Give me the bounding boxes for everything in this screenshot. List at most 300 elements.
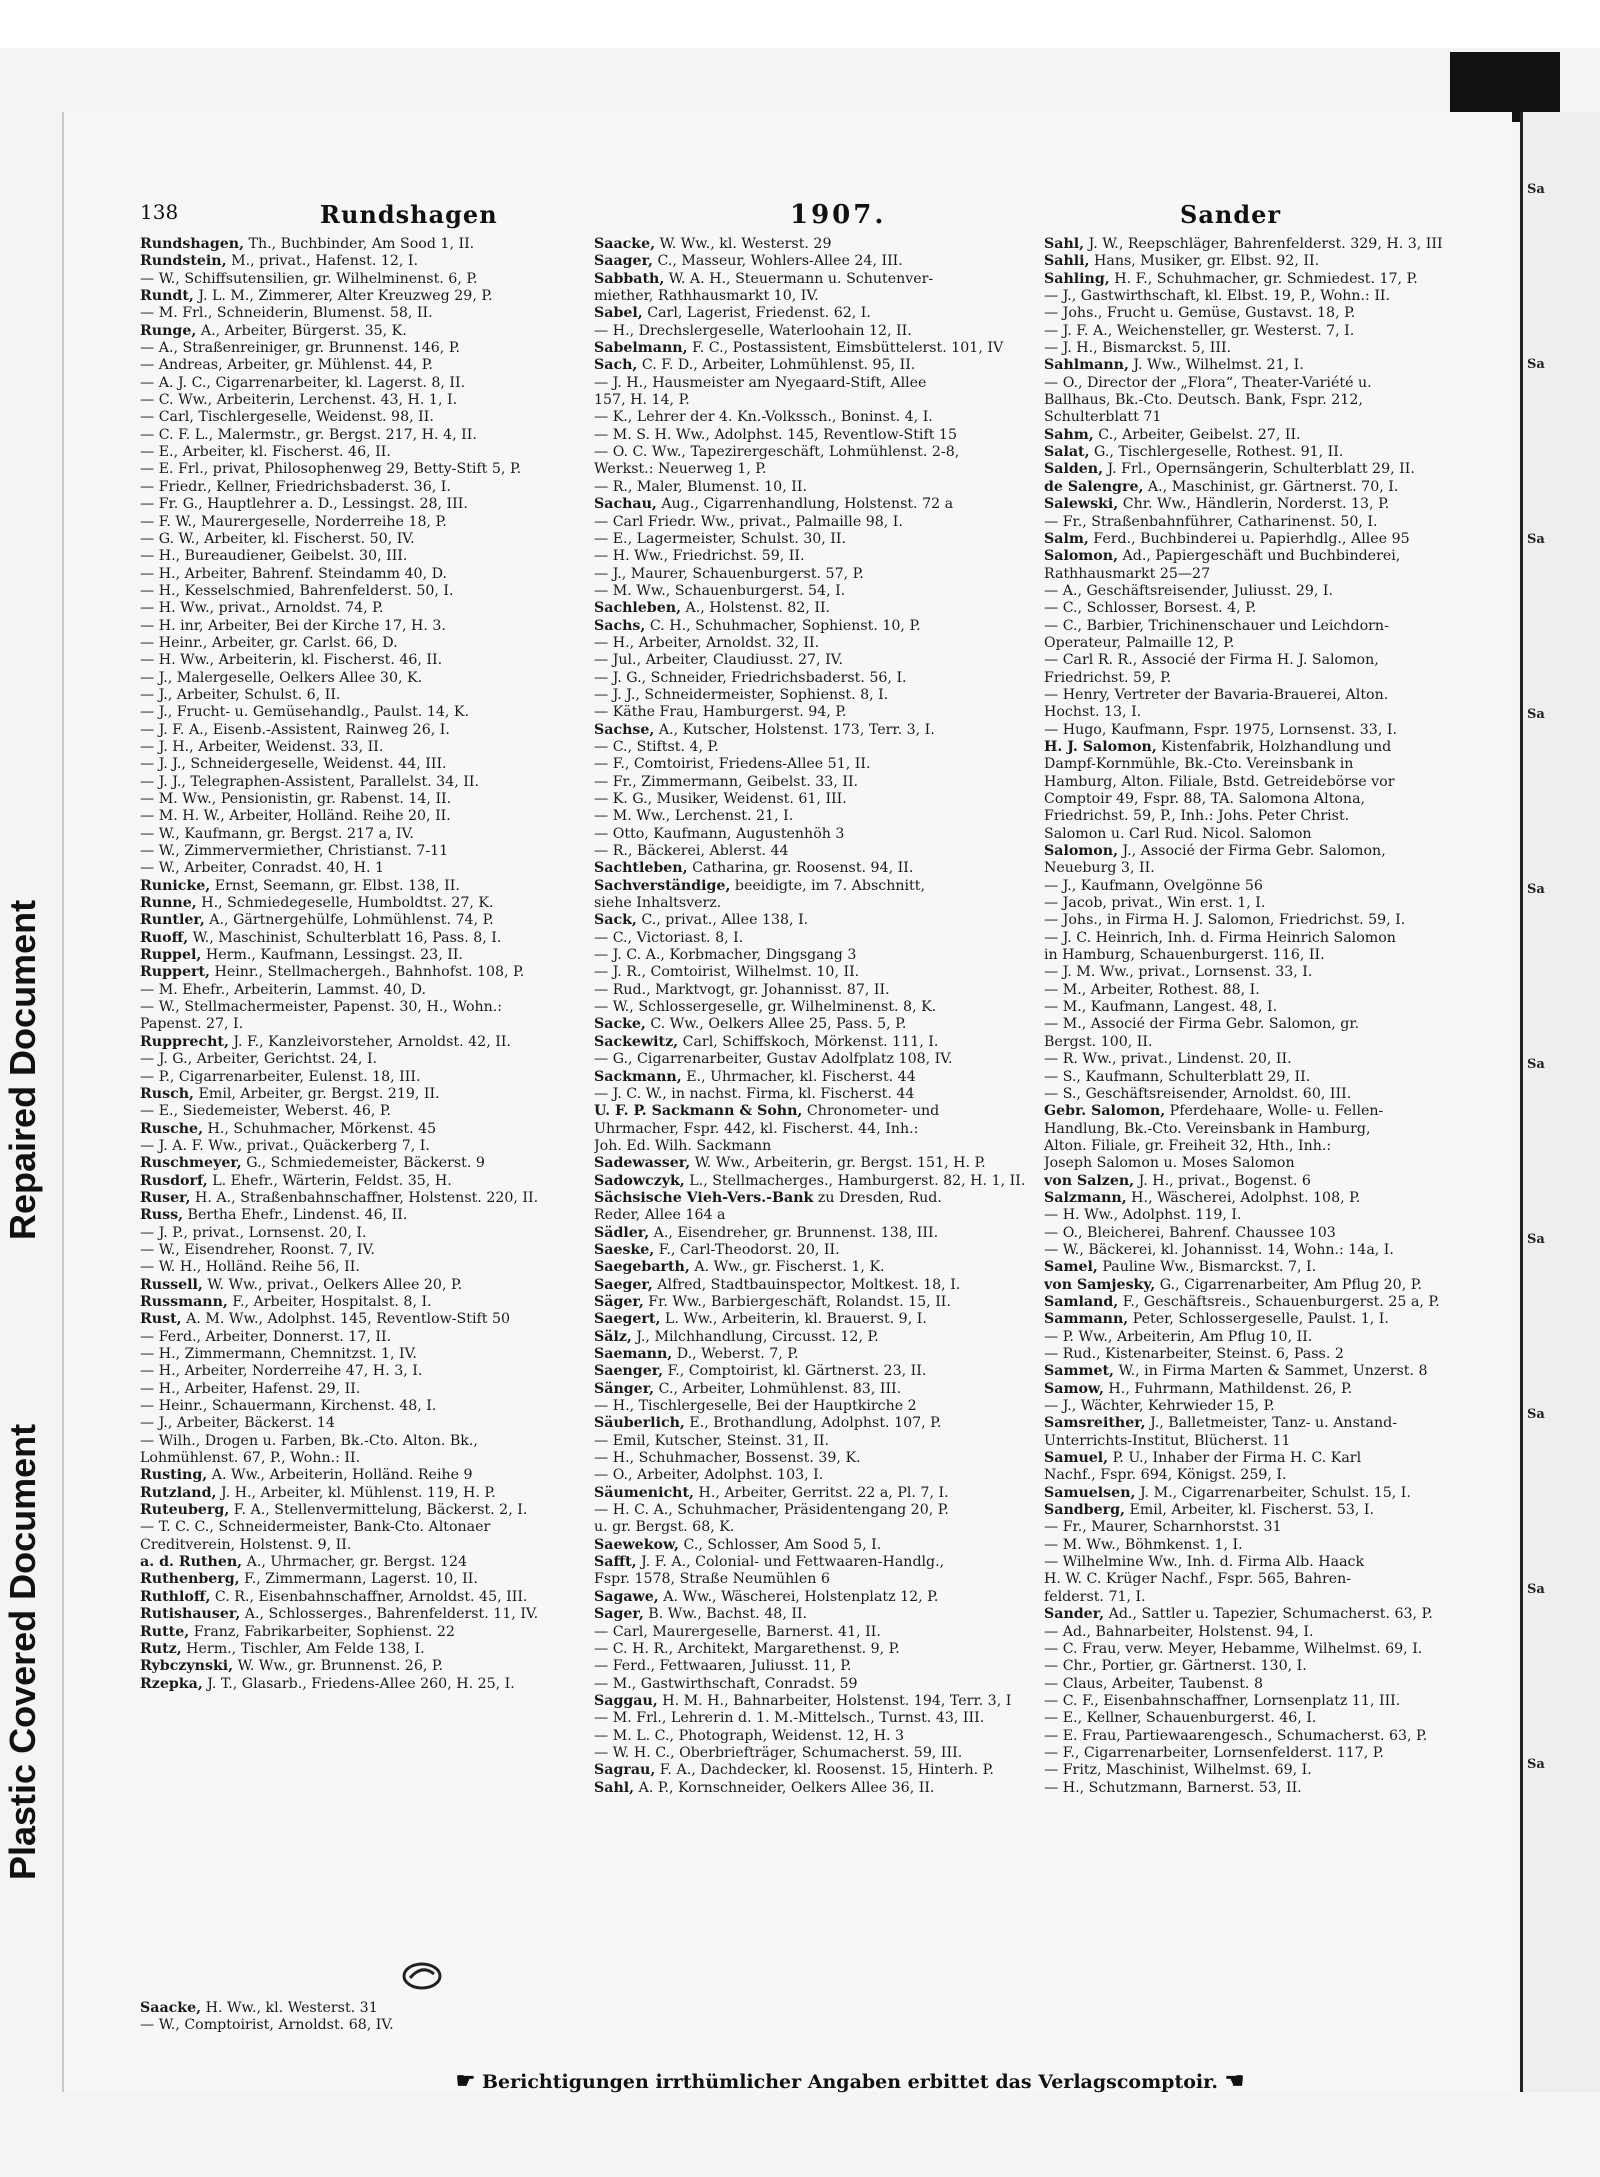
entry-details: — R., Bäckerei, Ablerst. 44 xyxy=(594,843,789,860)
entry-details: — J., Maurer, Schauenburgerst. 57, P. xyxy=(594,565,864,582)
directory-entry xyxy=(1044,1121,1484,1138)
directory-entry xyxy=(140,1624,582,1641)
directory-entry xyxy=(140,1658,582,1675)
directory-entry xyxy=(140,1537,582,1554)
entry-details: — C. Ww., Arbeiterin, Lerchenst. 43, H. 1, I. xyxy=(140,392,458,409)
entry-details: Werkst.: Neuerweg 1, P. xyxy=(594,461,767,478)
entry-details: — J. G., Schneider, Friedrichsbaderst. 56, I. xyxy=(594,669,907,686)
entry-details: A., Gärtnergehülfe, Lohmühlenst. 74, P. xyxy=(204,912,494,929)
directory-entry xyxy=(140,1311,582,1328)
entry-details: — Andreas, Arbeiter, gr. Mühlenst. 44, P. xyxy=(140,357,433,374)
entry-details: J., Associé der Firma Gebr. Salomon, xyxy=(1118,843,1386,860)
directory-entry xyxy=(594,1294,1034,1311)
entry-details: Handlung, Bk.-Cto. Vereinsbank in Hamburg, xyxy=(1044,1120,1371,1137)
entry-details: F., Comptoirist, kl. Gärtnerst. 23, II. xyxy=(663,1363,927,1380)
directory-entry xyxy=(140,1016,582,1033)
entry-surname: Rundshagen, xyxy=(140,236,245,252)
directory-entry xyxy=(140,236,582,253)
entry-details: Unterrichts-Institut, Blücherst. 11 xyxy=(1044,1432,1291,1449)
directory-entry xyxy=(1044,1589,1484,1606)
directory-entry xyxy=(594,826,1034,843)
directory-entry xyxy=(1044,1051,1484,1068)
directory-entry xyxy=(1044,808,1484,825)
entry-details: H. W. C. Krüger Nachf., Fspr. 565, Bahren- xyxy=(1044,1571,1352,1588)
entry-details: Alfred, Stadtbauinspector, Moltkest. 18, I. xyxy=(652,1276,961,1293)
directory-entry xyxy=(1044,618,1484,635)
entry-details: — M. Ehefr., Arbeiterin, Lammst. 40, D. xyxy=(140,981,426,998)
entry-details: G., Schmiedemeister, Bäckerst. 9 xyxy=(241,1155,485,1172)
directory-entry xyxy=(594,1034,1034,1051)
entry-details: H. Ww., kl. Westerst. 31 xyxy=(201,2000,378,2016)
directory-entry xyxy=(594,1277,1034,1294)
entry-surname: Sander, xyxy=(1044,1606,1105,1623)
directory-entry xyxy=(1044,1571,1484,1588)
entry-details: — J., Kaufmann, Ovelgönne 56 xyxy=(1044,877,1263,894)
entry-details: — Ferd., Arbeiter, Donnerst. 17, II. xyxy=(140,1328,392,1345)
entry-details: — M. Frl., Lehrerin d. 1. M.-Mittelsch., Turnst. 43, III. xyxy=(594,1710,985,1727)
directory-entry xyxy=(140,531,582,548)
directory-entry xyxy=(1044,1745,1484,1762)
entry-surname: Rusdorf, xyxy=(140,1172,208,1189)
directory-entry xyxy=(594,756,1034,773)
directory-entry xyxy=(1044,878,1484,895)
entry-details: — J., Malergeselle, Oelkers Allee 30, K. xyxy=(140,669,423,686)
entry-details: — J. J., Schneidergeselle, Weidenst. 44, III. xyxy=(140,756,447,773)
entry-details: in Hamburg, Schauenburgerst. 116, II. xyxy=(1044,947,1325,964)
directory-entry xyxy=(1044,583,1484,600)
entry-surname: Säuberlich, xyxy=(594,1415,685,1432)
entry-details: E., Uhrmacher, kl. Fischerst. 44 xyxy=(681,1068,916,1085)
entry-details: — E., Siedemeister, Weberst. 46, P. xyxy=(140,1103,392,1120)
directory-entry xyxy=(140,1502,582,1519)
directory-entry xyxy=(1044,930,1484,947)
entry-details: — G., Cigarrenarbeiter, Gustav Adolfplatz 108, IV. xyxy=(594,1051,953,1068)
page-number: 138 xyxy=(140,200,179,224)
entry-details: — Fr., Maurer, Scharnhorstst. 31 xyxy=(1044,1519,1282,1536)
entry-surname: Sälz, xyxy=(594,1328,632,1345)
entry-details: — E., Arbeiter, kl. Fischerst. 46, II. xyxy=(140,444,391,461)
directory-column-1 xyxy=(140,236,582,2046)
entry-details: M., privat., Hafenst. 12, I. xyxy=(226,253,419,270)
directory-entry xyxy=(1044,1311,1484,1328)
directory-entry xyxy=(140,357,582,374)
directory-entry xyxy=(1044,444,1484,461)
entry-details: F., Arbeiter, Hospitalst. 8, I. xyxy=(227,1293,432,1310)
entry-surname: Samuel, xyxy=(1044,1450,1109,1467)
directory-entry xyxy=(594,1571,1034,1588)
directory-entry xyxy=(1044,357,1484,374)
directory-entry xyxy=(140,947,582,964)
directory-entry xyxy=(1044,1173,1484,1190)
entry-surname: Sachse, xyxy=(594,721,655,738)
entry-surname: Russ, xyxy=(140,1207,184,1224)
directory-entry xyxy=(1044,1363,1484,1380)
entry-surname: Sahling, xyxy=(1044,270,1110,287)
directory-entry xyxy=(140,323,582,340)
entry-details: H., Schmiedegeselle, Humboldtst. 27, K. xyxy=(196,895,494,912)
directory-entry xyxy=(1044,1225,1484,1242)
directory-entry xyxy=(594,340,1034,357)
entry-details: — M. H. W., Arbeiter, Holländ. Reihe 20, II. xyxy=(140,808,451,825)
directory-entry xyxy=(594,514,1034,531)
bottom-entries xyxy=(140,2000,582,2035)
entry-details: — J. C. W., in nachst. Firma, kl. Fischerst. 44 xyxy=(594,1085,915,1102)
directory-entry xyxy=(594,1016,1034,1033)
entry-surname: Sager, xyxy=(594,1606,644,1623)
entry-details: C., Schlosser, Am Sood 5, I. xyxy=(679,1536,882,1553)
entry-details: Aug., Cigarrenhandlung, Holstenst. 72 a xyxy=(656,496,954,513)
directory-entry xyxy=(594,1624,1034,1641)
directory-entry xyxy=(594,704,1034,721)
header-year: 1907. xyxy=(790,200,887,230)
entry-details: H. A., Straßenbahnschaffner, Holstenst. 220, II. xyxy=(190,1189,539,1206)
directory-entry xyxy=(140,444,582,461)
entry-details: — P., Cigarrenarbeiter, Eulenst. 18, III. xyxy=(140,1068,421,1085)
entry-surname: Salden, xyxy=(1044,461,1104,478)
entry-details: — M., Arbeiter, Rothest. 88, I. xyxy=(1044,981,1260,998)
entry-surname: Rzepka, xyxy=(140,1675,203,1692)
entry-details: beeidigte, im 7. Abschnitt, xyxy=(730,877,925,894)
entry-details: — R., Maler, Blumenst. 10, II. xyxy=(594,478,807,495)
directory-entry xyxy=(594,687,1034,704)
entry-details: Pferdehaare, Wolle- u. Fellen- xyxy=(1165,1103,1384,1120)
directory-entry xyxy=(140,1415,582,1432)
directory-entry xyxy=(594,1519,1034,1536)
entry-surname: Rusche, xyxy=(140,1120,204,1137)
directory-entry xyxy=(140,1259,582,1276)
entry-surname: Runtler, xyxy=(140,912,205,929)
entry-details: A. Ww., gr. Fischerst. 1, K. xyxy=(689,1259,885,1276)
entry-details: — K., Lehrer der 4. Kn.-Volkssch., Boninst. 4, I. xyxy=(594,409,933,426)
directory-entry xyxy=(594,1780,1034,1797)
entry-details: miether, Rathhausmarkt 10, IV. xyxy=(594,288,819,305)
entry-details: — C. Frau, verw. Meyer, Hebamme, Wilhelmst. 69, I. xyxy=(1044,1640,1423,1657)
entry-details: W. A. H., Steuermann u. Schutenver- xyxy=(664,270,934,287)
directory-entry xyxy=(1044,1034,1484,1051)
entry-details: C. F. D., Arbeiter, Lohmühlenst. 95, II. xyxy=(637,357,916,374)
directory-entry xyxy=(594,1311,1034,1328)
pointing-hand-icon: ☛ xyxy=(455,2068,476,2094)
directory-entry xyxy=(594,1502,1034,1519)
entry-details: A., Arbeiter, Bürgerst. 35, K. xyxy=(196,322,407,339)
directory-entry xyxy=(1044,1346,1484,1363)
entry-details: A., Eisendreher, gr. Brunnenst. 138, III. xyxy=(649,1224,939,1241)
entry-details: Nachf., Fspr. 694, Königst. 259, I. xyxy=(1044,1467,1287,1484)
directory-entry xyxy=(594,1589,1034,1606)
entry-details: F., Zimmermann, Lagerst. 10, II. xyxy=(239,1571,478,1588)
directory-entry xyxy=(1044,375,1484,392)
entry-surname: Saenger, xyxy=(594,1363,664,1380)
entry-details: — W., Bäckerei, kl. Johannisst. 14, Wohn.: 14a, I. xyxy=(1044,1241,1394,1258)
entry-details: — Heinr., Schauermann, Kirchenst. 48, I. xyxy=(140,1398,437,1415)
entry-details: zu Dresden, Rud. xyxy=(813,1189,942,1206)
entry-surname: Ruppert, xyxy=(140,964,210,981)
entry-surname: Saager, xyxy=(594,253,653,270)
entry-details: — Ferd., Fettwaaren, Juliusst. 11, P. xyxy=(594,1658,852,1675)
directory-entry xyxy=(594,1225,1034,1242)
entry-details: J. F., Kanzleivorsteher, Arnoldst. 42, II. xyxy=(228,1033,511,1050)
entry-details: G., Tischlergeselle, Rothest. 91, II. xyxy=(1089,444,1344,461)
directory-entry xyxy=(140,1155,582,1172)
entry-details: — M., Associé der Firma Gebr. Salomon, gr. xyxy=(1044,1016,1360,1033)
entry-surname: Sahl, xyxy=(1044,236,1085,252)
entry-surname: Sachverständige, xyxy=(594,877,731,894)
entry-details: — H., Drechslergeselle, Waterloohain 12, II. xyxy=(594,322,912,339)
entry-details: — Chr., Portier, gr. Gärtnerst. 130, I. xyxy=(1044,1658,1307,1675)
directory-entry xyxy=(1044,912,1484,929)
entry-details: Hamburg, Alton. Filiale, Bstd. Getreidebörse vor xyxy=(1044,773,1395,790)
directory-entry xyxy=(1044,1676,1484,1693)
directory-entry xyxy=(594,670,1034,687)
header-left-keyword: Rundshagen xyxy=(320,200,498,229)
directory-entry xyxy=(594,548,1034,565)
entry-surname: Ruteuberg, xyxy=(140,1502,230,1519)
entry-details: — O. C. Ww., Tapezirergeschäft, Lohmühlenst. 2-8, xyxy=(594,444,960,461)
directory-entry xyxy=(140,2000,582,2017)
directory-entry xyxy=(1044,1329,1484,1346)
directory-entry xyxy=(594,722,1034,739)
pointing-hand-icon: ☚ xyxy=(1224,2068,1245,2094)
directory-entry xyxy=(1044,1467,1484,1484)
entry-details: Chronometer- und xyxy=(802,1103,940,1120)
entry-details: Reder, Allee 164 a xyxy=(594,1207,726,1224)
next-page-fragment: Sa xyxy=(1527,532,1545,547)
entry-details: Friedrichst. 59, P. xyxy=(1044,669,1172,686)
entry-surname: Russmann, xyxy=(140,1293,228,1310)
directory-entry xyxy=(1044,1294,1484,1311)
entry-details: — Wilh., Drogen u. Farben, Bk.-Cto. Alton. Bk., xyxy=(140,1432,478,1449)
entry-details: A., Holstenst. 82, II. xyxy=(681,600,831,617)
directory-entry xyxy=(594,409,1034,426)
directory-entry xyxy=(140,514,582,531)
directory-entry xyxy=(594,1606,1034,1623)
directory-entry xyxy=(140,1207,582,1224)
entry-details: — Claus, Arbeiter, Taubenst. 8 xyxy=(1044,1675,1263,1692)
entry-details: — E. Frau, Partiewaarengesch., Schumacherst. 63, P. xyxy=(1044,1727,1428,1744)
directory-entry xyxy=(594,1138,1034,1155)
entry-details: J., Milchhandlung, Circusst. 12, P. xyxy=(631,1328,879,1345)
directory-entry xyxy=(594,375,1034,392)
entry-surname: Sächsische Vieh-Vers.-Bank xyxy=(594,1189,814,1206)
directory-entry xyxy=(140,964,582,981)
entry-details: — Emil, Kutscher, Steinst. 31, II. xyxy=(594,1432,830,1449)
directory-entry xyxy=(594,1121,1034,1138)
entry-details: J., Balletmeister, Tanz- u. Anstand- xyxy=(1145,1415,1398,1432)
entry-surname: Samel, xyxy=(1044,1259,1098,1276)
directory-entry xyxy=(1044,1710,1484,1727)
entry-details: — Fritz, Maschinist, Wilhelmst. 69, I. xyxy=(1044,1762,1312,1779)
directory-entry xyxy=(140,912,582,929)
next-page-fragment: Sa xyxy=(1527,1057,1545,1072)
entry-details: — Käthe Frau, Hamburgerst. 94, P. xyxy=(594,704,847,721)
directory-entry xyxy=(140,808,582,825)
directory-entry xyxy=(594,635,1034,652)
directory-entry xyxy=(140,1571,582,1588)
entry-details: W., in Firma Marten & Sammet, Unzerst. 8 xyxy=(1113,1363,1428,1380)
entry-details: Rathhausmarkt 25—27 xyxy=(1044,565,1211,582)
directory-entry xyxy=(140,1034,582,1051)
entry-details: B. Ww., Bachst. 48, II. xyxy=(643,1606,808,1623)
directory-entry xyxy=(594,323,1034,340)
directory-entry xyxy=(594,479,1034,496)
entry-surname: H. J. Salomon, xyxy=(1044,738,1157,755)
entry-details: — Otto, Kaufmann, Augustenhöh 3 xyxy=(594,825,845,842)
entry-surname: Saewekow, xyxy=(594,1536,679,1553)
directory-entry xyxy=(594,1762,1034,1779)
directory-entry xyxy=(140,253,582,270)
entry-details: — J. J., Telegraphen-Assistent, Parallelst. 34, II. xyxy=(140,773,479,790)
entry-details: H., Schuhmacher, Mörkenst. 45 xyxy=(203,1120,437,1137)
directory-entry xyxy=(140,1641,582,1658)
directory-entry xyxy=(140,1069,582,1086)
directory-entry xyxy=(1044,496,1484,513)
directory-entry xyxy=(1044,461,1484,478)
entry-details: — H., Arbeiter, Hafenst. 29, II. xyxy=(140,1380,361,1397)
entry-details: Emil, Arbeiter, gr. Bergst. 219, II. xyxy=(194,1085,440,1102)
entry-surname: Sahm, xyxy=(1044,426,1094,443)
entry-details: felderst. 71, I. xyxy=(1044,1588,1146,1605)
entry-details: F., Geschäftsreis., Schauenburgerst. 25 a, P. xyxy=(1118,1293,1440,1310)
entry-details: — H., Kesselschmied, Bahrenfelderst. 50, I. xyxy=(140,582,454,599)
entry-details: H. M. H., Bahnarbeiter, Holstenst. 194, Terr. 3, I xyxy=(657,1692,1012,1709)
directory-entry xyxy=(594,808,1034,825)
entry-details: J. T., Glasarb., Friedens-Allee 260, H. 25, I. xyxy=(202,1675,515,1692)
directory-entry xyxy=(1044,305,1484,322)
directory-entry xyxy=(1044,1259,1484,1276)
entry-surname: Sammann, xyxy=(1044,1311,1129,1328)
directory-entry xyxy=(594,895,1034,912)
entry-details: siehe Inhaltsverz. xyxy=(594,895,722,912)
directory-entry xyxy=(1044,340,1484,357)
entry-details: J. W., Reepschläger, Bahrenfelderst. 329, H. 3, III xyxy=(1084,236,1443,252)
entry-surname: Russell, xyxy=(140,1276,203,1293)
entry-details: Salomon u. Carl Rud. Nicol. Salomon xyxy=(1044,825,1312,842)
scan-top-margin xyxy=(0,0,1600,48)
entry-details: Catharina, gr. Roosenst. 94, II. xyxy=(687,860,914,877)
entry-details: — M., Kaufmann, Langest. 48, I. xyxy=(1044,999,1278,1016)
entry-details: Lohmühlenst. 67, P., Wohn.: II. xyxy=(140,1450,361,1467)
directory-entry xyxy=(1044,236,1484,253)
directory-entry xyxy=(1044,895,1484,912)
directory-entry xyxy=(140,618,582,635)
entry-surname: Säumenicht, xyxy=(594,1484,694,1501)
directory-entry xyxy=(1044,1016,1484,1033)
entry-surname: Salzmann, xyxy=(1044,1189,1127,1206)
directory-entry xyxy=(1044,1728,1484,1745)
directory-entry xyxy=(594,1710,1034,1727)
directory-entry xyxy=(1044,1762,1484,1779)
next-page-fragment: Sa xyxy=(1527,1407,1545,1422)
entry-details: u. gr. Bergst. 68, K. xyxy=(594,1519,735,1536)
directory-entry xyxy=(594,1363,1034,1380)
entry-details: — W., Comptoirist, Arnoldst. 68, IV. xyxy=(140,2017,394,2034)
directory-entry xyxy=(140,1121,582,1138)
directory-entry xyxy=(140,427,582,444)
directory-entry xyxy=(1044,1693,1484,1710)
entry-surname: Rundt, xyxy=(140,288,194,305)
entry-details: — E., Lagermeister, Schulst. 30, II. xyxy=(594,530,846,547)
entry-surname: Saacke, xyxy=(594,236,656,252)
directory-entry xyxy=(594,1190,1034,1207)
entry-surname: a. d. Ruthen, xyxy=(140,1554,243,1571)
directory-entry xyxy=(594,1450,1034,1467)
entry-details: — J. H., Hausmeister am Nyegaard-Stift, Allee xyxy=(594,374,927,391)
entry-details: W. Ww., privat., Oelkers Allee 20, P. xyxy=(202,1276,463,1293)
entry-details: — W., Arbeiter, Conradst. 40, H. 1 xyxy=(140,860,385,877)
entry-details: Franz, Fabrikarbeiter, Sophienst. 22 xyxy=(189,1623,455,1640)
entry-details: — H. Ww., Friedrichst. 59, II. xyxy=(594,548,805,565)
directory-entry xyxy=(594,1381,1034,1398)
entry-details: D., Weberst. 7, P. xyxy=(672,1346,799,1362)
entry-details: Th., Buchbinder, Am Sood 1, II. xyxy=(244,236,475,252)
directory-entry xyxy=(140,2017,582,2034)
directory-entry xyxy=(140,1433,582,1450)
directory-entry xyxy=(1044,635,1484,652)
side-labels xyxy=(0,680,43,1930)
entry-details: — W. H. C., Oberbriefträger, Schumacherst. 59, III. xyxy=(594,1744,963,1761)
directory-entry xyxy=(1044,982,1484,999)
directory-entry xyxy=(594,357,1034,374)
entry-details: J. M., Cigarrenarbeiter, Schulst. 15, I. xyxy=(1135,1484,1411,1501)
directory-entry xyxy=(594,1537,1034,1554)
entry-details: C., Arbeiter, Geibelst. 27, II. xyxy=(1093,426,1301,443)
directory-entry xyxy=(594,1433,1034,1450)
entry-details: Ferd., Buchbinderei u. Papierhdlg., Allee 95 xyxy=(1088,530,1410,547)
entry-details: J. F. A., Colonial- und Fettwaaren-Handlg., xyxy=(636,1554,945,1571)
entry-details: — H. Ww., Arbeiterin, kl. Fischerst. 46, II. xyxy=(140,652,443,669)
entry-details: A., Schlosserges., Bahrenfelderst. 11, IV. xyxy=(240,1606,539,1623)
entry-details: — J. A. F. Ww., privat., Quäckerberg 7, I. xyxy=(140,1137,430,1154)
page-header xyxy=(140,200,1280,230)
entry-surname: Gebr. Salomon, xyxy=(1044,1103,1166,1120)
directory-entry xyxy=(1044,271,1484,288)
directory-entry xyxy=(594,583,1034,600)
entry-details: Friedrichst. 59, P., Inh.: Johs. Peter Christ. xyxy=(1044,808,1350,825)
entry-surname: Sagrau, xyxy=(594,1762,656,1779)
directory-entry xyxy=(594,461,1034,478)
entry-details: — S., Geschäftsreisender, Arnoldst. 60, III. xyxy=(1044,1085,1352,1102)
entry-details: Kistenfabrik, Holzhandlung und xyxy=(1156,738,1392,755)
entry-surname: Sack, xyxy=(594,912,637,929)
entry-details: — J. H., Arbeiter, Weidenst. 33, II. xyxy=(140,738,384,755)
entry-details: — Henry, Vertreter der Bavaria-Brauerei, Alton. xyxy=(1044,686,1389,703)
entry-details: — F., Cigarrenarbeiter, Lornsenfelderst. 117, P. xyxy=(1044,1744,1384,1761)
entry-surname: von Salzen, xyxy=(1044,1172,1135,1189)
directory-entry xyxy=(594,982,1034,999)
entry-details: — W. H., Holländ. Reihe 56, II. xyxy=(140,1259,360,1276)
entry-surname: Sahlmann, xyxy=(1044,357,1129,374)
directory-entry xyxy=(140,600,582,617)
directory-entry xyxy=(594,618,1034,635)
directory-entry xyxy=(1044,1624,1484,1641)
directory-entry xyxy=(140,843,582,860)
entry-details: — H., Zimmermann, Chemnitzst. 1, IV. xyxy=(140,1346,417,1362)
entry-details: Hans, Musiker, gr. Elbst. 92, II. xyxy=(1089,253,1320,270)
entry-details: — H., Schutzmann, Barnerst. 53, II. xyxy=(1044,1779,1302,1796)
entry-details: — C., Stiftst. 4, P. xyxy=(594,738,719,755)
entry-details: — Carl, Maurergeselle, Barnerst. 41, II. xyxy=(594,1623,881,1640)
entry-surname: Rutishauser, xyxy=(140,1606,241,1623)
directory-entry xyxy=(1044,1138,1484,1155)
directory-entry xyxy=(1044,1415,1484,1432)
entry-details: — W., Schiffsutensilien, gr. Wilhelminenst. 6, P. xyxy=(140,270,478,287)
entry-details: — K. G., Musiker, Weidenst. 61, III. xyxy=(594,791,847,807)
directory-entry xyxy=(140,1519,582,1536)
next-page-fragment: Sa xyxy=(1527,1757,1545,1772)
directory-entry xyxy=(1044,1537,1484,1554)
entry-details: — J. C. A., Korbmacher, Dingsgang 3 xyxy=(594,947,857,964)
entry-details: Joseph Salomon u. Moses Salomon xyxy=(1044,1155,1295,1172)
